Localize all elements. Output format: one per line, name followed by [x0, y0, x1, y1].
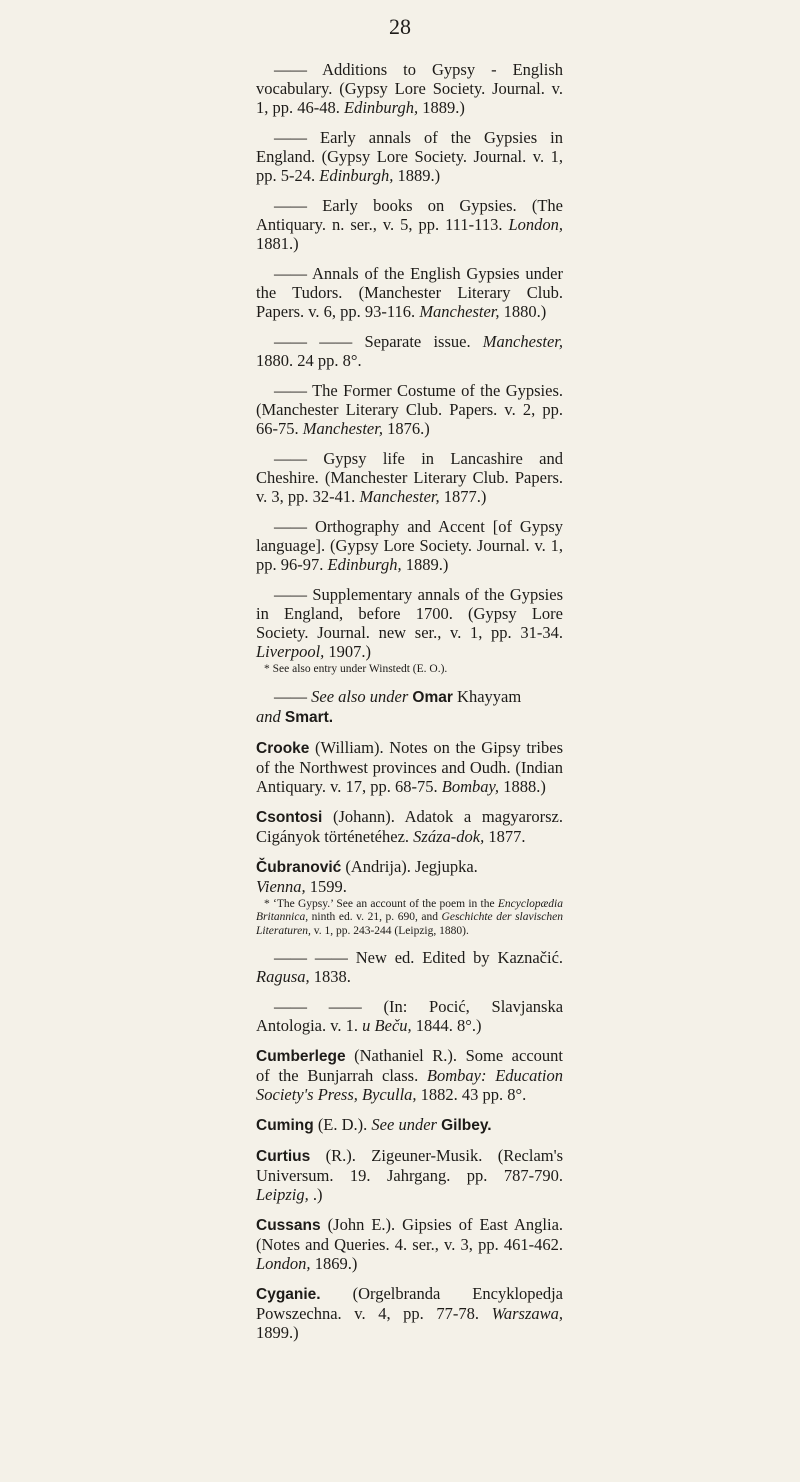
entry-cumberlege: [256, 1046, 563, 1104]
entry-tail: 1877.: [488, 826, 526, 846]
entry-former-costume: [256, 381, 563, 438]
entry-text: (E. D.).: [317, 1115, 368, 1134]
ditto-dash: ——: [274, 686, 307, 706]
ditto-dash: ——: [274, 196, 307, 215]
bibliography-column: [256, 60, 563, 1353]
entry-place: Manchester,: [419, 302, 500, 321]
author-heading: Cyganie.: [256, 1286, 321, 1303]
entry-text: Gypsy life in Lancashire and Cheshire. (Manchester Literary Club. Papers. v. 3, pp. 32-41.: [256, 449, 564, 506]
entry-place: Manchester,: [302, 419, 383, 438]
entry-tail: 1882. 43 pp. 8°.: [420, 1085, 527, 1104]
entry-place: London,: [508, 215, 564, 234]
author-heading: Curtius: [256, 1148, 311, 1165]
entry-early-books: [256, 196, 563, 253]
footnote-gypsy-poem: [256, 898, 563, 939]
xref-gilbey: Gilbey.: [441, 1117, 492, 1134]
entry-text: (Orgelbranda Encyklopedja Powszechna. v. 4, pp. 77-78.: [256, 1284, 564, 1323]
entry-tail: 1877.): [443, 487, 487, 506]
entry-tail: .): [312, 1185, 323, 1204]
entry-csontosi: [256, 807, 563, 846]
entry-in-pocic: [256, 997, 563, 1035]
ditto-dash: ——: [274, 60, 307, 79]
entry-tail: 1881.): [256, 234, 299, 253]
entry-text: (John E.). Gipsies of East Anglia. (Notes and Queries. 4. ser., v. 3, pp. 461-462.: [256, 1215, 564, 1254]
ditto-dash: ——: [274, 517, 307, 536]
entry-place: u Beču,: [362, 1016, 412, 1035]
author-heading: Crooke: [256, 739, 310, 757]
entry-text: Early annals of the Gypsies in England. (Gypsy Lore Society. Journal. v. 1, pp. 5-24.: [256, 128, 564, 185]
see-under-label: See under: [371, 1115, 437, 1134]
entry-cussans: [256, 1215, 563, 1273]
entry-text: Orthography and Accent [of Gypsy language]. (Gypsy Lore Society. Journal. v. 1, pp. 96-97.: [256, 517, 564, 574]
author-heading: Csontosi: [256, 808, 323, 826]
entry-place: Bombay: Education Society's Press, Byculla,: [256, 1066, 564, 1104]
entry-text: New ed. Edited by Kaznačić.: [355, 948, 564, 967]
entry-tail: 1889.): [422, 98, 465, 117]
entry-additions: [256, 60, 563, 117]
entry-tail: 1876.): [387, 419, 430, 438]
entry-text: Supplementary annals of the Gypsies in England, before 1700. (Gypsy Lore Society. Journal. new ser., v. 1, pp. 31-34.: [256, 585, 563, 642]
entry-place: Liverpool,: [256, 642, 325, 661]
entry-text: Separate issue.: [364, 332, 471, 351]
entry-text: (Andrija). Jegjupka.: [345, 856, 478, 876]
entry-text: (In: Pocić, Slavjanska Antologia. v. 1.: [256, 997, 564, 1035]
entry-cubranovic: [256, 857, 563, 896]
ditto-dash: ——: [274, 585, 307, 604]
see-also-and: and: [256, 706, 281, 726]
author-heading: Cumberlege: [256, 1048, 346, 1065]
entry-place: Warszawa,: [491, 1304, 564, 1323]
entry-cyganie: [256, 1284, 563, 1342]
note-text: * ‘The Gypsy.’ See an account of the poem in the: [264, 897, 495, 910]
entry-tail: 1888.): [503, 776, 546, 796]
entry-tail: 1907.): [328, 642, 372, 661]
entry-place: Edinburgh,: [327, 555, 402, 574]
entry-tail: 1889.): [397, 166, 441, 185]
page-number: 28: [389, 14, 411, 39]
note-text: v. 1, pp. 243-244 (Leipzig, 1880).: [313, 924, 469, 937]
author-heading: Cuming: [256, 1117, 314, 1134]
entry-annals-tudors: [256, 264, 563, 321]
entry-place: Edinburgh,: [344, 98, 419, 117]
note-text: ninth ed. v. 21, p. 690, and: [311, 911, 438, 923]
xref-smart: Smart.: [284, 708, 334, 726]
ditto-dash: ——: [274, 264, 307, 283]
entry-curtius: [256, 1146, 563, 1204]
entry-place: Száza-dok,: [413, 826, 485, 846]
entry-supplementary: [256, 585, 563, 661]
entry-see-also: [256, 687, 563, 727]
ditto-dash: ——: [274, 449, 307, 468]
entry-text: Early books on Gypsies. (The Antiquary. n. ser., v. 5, pp. 111-113.: [256, 196, 564, 234]
entry-new-ed: [256, 948, 563, 986]
entry-text: (William). Notes on the Gipsy tribes of the Northwest provinces and Oudh. (Indian Antiquary. v. 17, pp. 68-75.: [256, 737, 563, 796]
entry-tail: 1844. 8°.): [415, 1016, 482, 1035]
entry-text: Annals of the English Gypsies under the Tudors. (Manchester Literary Club. Papers. v. 6, pp. 93-116.: [256, 264, 563, 321]
entry-orthography: [256, 517, 563, 574]
entry-tail: 1599.: [309, 876, 347, 896]
note-italic: Geschichte der slavischen Literaturen,: [256, 911, 563, 937]
entry-text: (Nathaniel R.). Some account of the Bunjarrah class.: [256, 1046, 563, 1085]
entry-early-annals: [256, 128, 563, 185]
entry-place: London,: [256, 1254, 311, 1273]
entry-tail: 1880.): [503, 302, 547, 321]
ditto-dash: ——: [274, 381, 307, 400]
entry-place: Bombay,: [441, 776, 500, 796]
entry-place: Ragusa,: [256, 967, 310, 986]
author-heading: Cussans: [256, 1217, 321, 1234]
entry-place: Manchester,: [359, 487, 440, 506]
author-heading: Čubranović: [256, 858, 342, 876]
ditto-dash: —— ——: [274, 997, 362, 1016]
ditto-dash: —— ——: [274, 948, 348, 967]
entry-text: The Former Costume of the Gypsies. (Manchester Literary Club. Papers. v. 2, pp. 66-75.: [256, 381, 564, 438]
entry-text: (Johann). Adatok a magyarorsz. Cigányok történetéhez.: [256, 806, 563, 846]
entry-tail: 1899.): [256, 1323, 299, 1342]
entry-tail: 1838.: [313, 967, 351, 986]
entry-tail: 1869.): [314, 1254, 358, 1273]
see-also-label: See also under: [311, 686, 409, 706]
xref-omar: Omar: [412, 688, 453, 706]
entry-separate-issue: [256, 332, 563, 370]
entry-tail: 1880. 24 pp. 8°.: [256, 351, 362, 370]
ditto-dash: —— ——: [274, 332, 353, 351]
entry-tail: 1889.): [405, 555, 449, 574]
entry-crooke: [256, 738, 563, 796]
entry-gypsy-life: [256, 449, 563, 506]
xref-khayyam: Khayyam: [457, 686, 522, 706]
note-italic: Encyclopædia Britannica,: [256, 897, 564, 923]
entry-place: Manchester,: [482, 332, 563, 351]
footnote-winstedt: * See also entry under Winstedt (E. O.).: [264, 663, 448, 675]
entry-place: Edinburgh,: [319, 166, 394, 185]
entry-cuming: [256, 1115, 563, 1135]
ditto-dash: ——: [274, 128, 307, 147]
entry-text: (R.). Zigeuner-Musik. (Reclam's Universum. 19. Jahrgang. pp. 787-790.: [256, 1146, 563, 1185]
entry-place: Vienna,: [256, 876, 306, 896]
entry-place: Leipzig,: [256, 1185, 309, 1204]
entry-text: Additions to Gypsy - English vocabulary. (Gypsy Lore Society. Journal. v. 1, pp. 46-48.: [256, 60, 563, 117]
